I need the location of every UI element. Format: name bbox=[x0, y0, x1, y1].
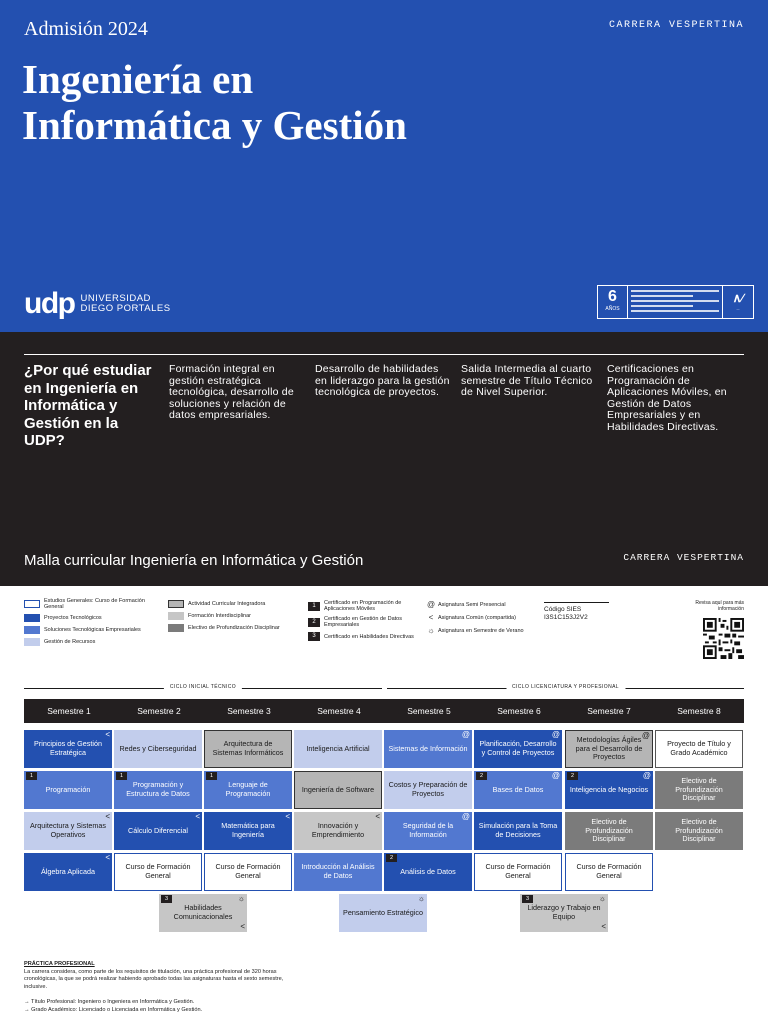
sun-icon: ☼ bbox=[427, 626, 435, 635]
course-card[interactable] bbox=[474, 853, 562, 891]
course-card[interactable] bbox=[294, 730, 382, 768]
course-label: Lenguaje de Programación bbox=[225, 780, 271, 798]
course-card[interactable] bbox=[159, 894, 247, 932]
practice-heading: PRÁCTICA PROFESIONAL bbox=[24, 961, 95, 967]
accreditation-years-number: 6 bbox=[608, 288, 617, 305]
at-icon: @ bbox=[551, 730, 560, 739]
course-card[interactable] bbox=[655, 771, 743, 809]
cycle-initial-label: CICLO INICIAL TÉCNICO bbox=[164, 684, 242, 690]
course-label: Seguridad de la Información bbox=[402, 821, 454, 839]
udp-logo-mark: udp bbox=[24, 287, 75, 320]
course-label: Electivo de Profundización Disciplinar bbox=[585, 817, 633, 844]
course-card[interactable] bbox=[294, 812, 382, 850]
curriculum-mode-tag: CARRERA VESPERTINA bbox=[623, 552, 744, 563]
semester-2: Semestre 2 bbox=[137, 706, 181, 716]
course-label: Inteligencia de Negocios bbox=[569, 784, 649, 794]
course-label: Liderazgo y Trabajo en Equipo bbox=[527, 903, 601, 921]
cert-number: 1 bbox=[308, 602, 320, 611]
course-label: Matemática para Ingeniería bbox=[221, 821, 275, 839]
legend-areas bbox=[24, 598, 164, 650]
course-card[interactable] bbox=[474, 771, 562, 809]
share-icon: < bbox=[195, 812, 200, 821]
legend-label: Proyectos Tecnológicos bbox=[44, 615, 102, 621]
course-label: Álgebra Aplicada bbox=[41, 866, 95, 876]
course-card[interactable] bbox=[384, 730, 472, 768]
cycle-initial bbox=[24, 684, 382, 692]
semester-6: Semestre 6 bbox=[497, 706, 541, 716]
practice-info bbox=[24, 961, 284, 1015]
semester-4: Semestre 4 bbox=[317, 706, 361, 716]
at-icon: @ bbox=[641, 731, 650, 740]
legend-certificates bbox=[308, 600, 418, 645]
course-card[interactable] bbox=[655, 812, 743, 850]
course-card[interactable] bbox=[114, 853, 202, 891]
semester-header bbox=[24, 699, 744, 723]
share-icon: < bbox=[428, 613, 434, 622]
udp-logo-line1: UNIVERSIDAD bbox=[80, 293, 151, 304]
cert-badge: 3 bbox=[522, 895, 533, 903]
legend-modalities bbox=[426, 600, 536, 639]
course-label: Redes y Ciberseguridad bbox=[119, 743, 197, 753]
course-label: Curso de Formación General bbox=[485, 862, 551, 880]
course-card[interactable] bbox=[204, 771, 292, 809]
course-label: Cálculo Diferencial bbox=[128, 825, 188, 835]
swatch-resources bbox=[24, 638, 40, 646]
course-card[interactable] bbox=[24, 730, 112, 768]
cert-badge: 3 bbox=[161, 895, 172, 903]
swatch-elective bbox=[168, 624, 184, 632]
why-point-4: Certificaciones en Programación de Aplicaciones Móviles, en Gestión de Datos Empresariales y en Habilidades Directivas. bbox=[607, 363, 727, 433]
curriculum-title: Malla curricular Ingeniería en Informática y Gestión bbox=[24, 552, 364, 569]
at-icon: @ bbox=[461, 812, 470, 821]
course-label: Análisis de Datos bbox=[400, 866, 456, 876]
course-label: Simulación para la Toma de Decisiones bbox=[478, 821, 558, 839]
share-icon: < bbox=[601, 922, 606, 931]
why-point-2: Desarrollo de habilidades en liderazgo para la gestión tecnológica de proyectos. bbox=[315, 363, 450, 398]
cert-number: 2 bbox=[308, 618, 320, 627]
course-card[interactable] bbox=[565, 730, 653, 768]
course-label: Programación y Estructura de Datos bbox=[126, 780, 190, 798]
udp-logo-line2: DIEGO PORTALES bbox=[80, 303, 171, 314]
course-card[interactable] bbox=[474, 730, 562, 768]
semester-1: Semestre 1 bbox=[47, 706, 91, 716]
why-point-3: Salida Intermedia al cuarto semestre de Título Técnico de Nivel Superior. bbox=[461, 363, 593, 398]
course-card[interactable] bbox=[114, 771, 202, 809]
course-label: Proyecto de Título y Grado Académico bbox=[667, 739, 731, 757]
cert-badge: 2 bbox=[386, 854, 397, 862]
legend-types bbox=[168, 600, 298, 636]
course-label: Curso de Formación General bbox=[576, 862, 642, 880]
cna-logo-icon: ∧∕ — bbox=[732, 291, 744, 311]
semester-5: Semestre 5 bbox=[407, 706, 451, 716]
course-card[interactable] bbox=[24, 771, 112, 809]
legend-label: Formación Interdisciplinar bbox=[188, 613, 251, 619]
semester-3: Semestre 3 bbox=[227, 706, 271, 716]
cert-badge: 2 bbox=[476, 772, 487, 780]
legend-label: Asignatura Común (compartida) bbox=[438, 614, 516, 621]
legend-label: Gestión de Recursos bbox=[44, 639, 96, 645]
cert-badge: 1 bbox=[26, 772, 37, 780]
legend-label: Certificado en Habilidades Directivas bbox=[324, 633, 414, 640]
course-label: Habilidades Comunicacionales bbox=[173, 903, 233, 921]
course-card[interactable] bbox=[204, 812, 292, 850]
course-label: Sistemas de Información bbox=[388, 743, 468, 753]
course-label: Ingeniería de Software bbox=[301, 784, 375, 794]
cycle-licenciatura-label: CICLO LICENCIATURA Y PROFESIONAL bbox=[506, 684, 625, 690]
why-point-1: Formación integral en gestión estratégica tecnológica, desarrollo de soluciones y relación de datos empresariales. bbox=[169, 363, 294, 421]
legend-label: Estudios Generales: Curso de Formación General bbox=[44, 598, 145, 610]
course-card[interactable] bbox=[384, 771, 472, 809]
course-card[interactable] bbox=[114, 812, 202, 850]
course-card[interactable] bbox=[24, 853, 112, 891]
course-card[interactable] bbox=[565, 812, 653, 850]
qr-caption: Revisa aquí para más información bbox=[695, 600, 744, 612]
qr-code-icon[interactable] bbox=[703, 618, 744, 659]
course-card[interactable] bbox=[474, 812, 562, 850]
course-card[interactable] bbox=[655, 730, 743, 768]
program-mode-tag: CARRERA VESPERTINA bbox=[608, 20, 744, 31]
udp-logo[interactable] bbox=[24, 289, 171, 319]
course-label: Electivo de Profundización Disciplinar bbox=[675, 817, 723, 844]
cert-badge: 1 bbox=[206, 772, 217, 780]
course-card[interactable] bbox=[384, 853, 472, 891]
semester-8: Semestre 8 bbox=[677, 706, 721, 716]
legend-label: Soluciones Tecnológicas Empresariales bbox=[44, 627, 141, 633]
share-icon: < bbox=[105, 853, 110, 862]
share-icon: < bbox=[105, 730, 110, 739]
course-label: Introducción al Análisis de Datos bbox=[301, 862, 375, 880]
program-title-line1: Ingeniería en bbox=[22, 56, 254, 102]
legend-label: Asignatura Semi Presencial bbox=[438, 601, 506, 608]
legend-label: Electivo de Profundización Disciplinar bbox=[188, 625, 280, 631]
program-title bbox=[22, 56, 582, 148]
course-card[interactable] bbox=[204, 730, 292, 768]
course-card[interactable] bbox=[24, 812, 112, 850]
sun-icon: ☼ bbox=[417, 894, 425, 903]
why-study-section bbox=[0, 332, 768, 586]
share-icon: < bbox=[105, 812, 110, 821]
at-icon: @ bbox=[551, 771, 560, 780]
hero-banner bbox=[0, 0, 768, 332]
swatch-interdisciplinary bbox=[168, 612, 184, 620]
why-heading: ¿Por qué estudiar en Ingeniería en Informática y Gestión en la UDP? bbox=[24, 362, 152, 449]
legend-label: Asignatura en Semestre de Verano bbox=[438, 627, 524, 634]
course-card[interactable] bbox=[114, 730, 202, 768]
divider bbox=[24, 354, 744, 355]
accreditation-text-icon bbox=[628, 286, 723, 318]
cycle-licenciatura bbox=[387, 684, 744, 692]
course-card[interactable] bbox=[520, 894, 608, 932]
course-label: Curso de Formación General bbox=[215, 862, 281, 880]
cert-number: 3 bbox=[308, 632, 320, 641]
swatch-solutions bbox=[24, 626, 40, 634]
at-icon: @ bbox=[426, 600, 436, 609]
accreditation-years-label: AÑOS bbox=[605, 306, 620, 312]
course-card[interactable] bbox=[565, 771, 653, 809]
degree-title: → Título Profesional: Ingeniero o Ingeniera en Informática y Gestión. bbox=[24, 999, 195, 1006]
sun-icon: ☼ bbox=[237, 894, 245, 903]
course-label: Arquitectura y Sistemas Operativos bbox=[30, 821, 106, 839]
legend-label: Actividad Curricular Integradora bbox=[188, 601, 266, 607]
at-icon: @ bbox=[461, 730, 470, 739]
course-label: Curso de Formación General bbox=[125, 862, 191, 880]
share-icon: < bbox=[375, 812, 380, 821]
at-icon: @ bbox=[642, 771, 651, 780]
degree-grado: → Grado Académico: Licenciado o Licenciada en Informática y Gestión. bbox=[24, 1006, 203, 1013]
program-title-line2: Informática y Gestión bbox=[22, 102, 407, 148]
course-label: Inteligencia Artificial bbox=[306, 743, 370, 753]
course-label: Metodologías Ágiles para el Desarrollo de Proyectos bbox=[575, 735, 643, 762]
course-label: Innovación y Emprendimiento bbox=[311, 821, 365, 839]
legend-label: Certificado en Programación de Aplicaciones Móviles bbox=[324, 600, 402, 612]
swatch-integrative bbox=[168, 600, 184, 608]
course-label: Principios de Gestión Estratégica bbox=[34, 739, 102, 757]
course-card[interactable] bbox=[294, 771, 382, 809]
cert-badge: 2 bbox=[567, 772, 578, 780]
course-card[interactable] bbox=[294, 853, 382, 891]
swatch-general bbox=[24, 600, 40, 608]
swatch-projects bbox=[24, 614, 40, 622]
course-label: Bases de Datos bbox=[492, 784, 544, 794]
admission-year: Admisión 2024 bbox=[24, 18, 148, 40]
cert-badge: 1 bbox=[116, 772, 127, 780]
course-card[interactable] bbox=[565, 853, 653, 891]
share-icon: < bbox=[240, 922, 245, 931]
sun-icon: ☼ bbox=[598, 894, 606, 903]
udp-logo-words bbox=[80, 294, 170, 314]
accreditation-years bbox=[598, 286, 628, 318]
accreditation-seal bbox=[597, 285, 754, 319]
practice-body: La carrera considera, como parte de los requisitos de titulación, una práctica profesional de 320 horas cronológicas, la que se podrá realizar habiendo aprobado todas las asignaturas hasta el sexto semestre, inclusive. bbox=[24, 968, 284, 990]
course-card[interactable] bbox=[384, 812, 472, 850]
course-label: Programación bbox=[45, 784, 91, 794]
share-icon: < bbox=[285, 812, 290, 821]
course-label: Arquitectura de Sistemas Informáticos bbox=[212, 739, 284, 757]
legend-label: Certificado en Gestión de Datos Empresariales bbox=[324, 616, 402, 628]
course-label: Costos y Preparación de Proyectos bbox=[388, 780, 468, 798]
course-card[interactable] bbox=[204, 853, 292, 891]
course-label: Planificación, Desarrollo y Control de Proyectos bbox=[479, 739, 557, 757]
semester-7: Semestre 7 bbox=[587, 706, 631, 716]
course-label: Electivo de Profundización Disciplinar bbox=[675, 776, 723, 803]
sies-code: Código SIES I3S1C153J2V2 bbox=[544, 602, 609, 621]
course-card[interactable] bbox=[339, 894, 427, 932]
course-label: Pensamiento Estratégico bbox=[343, 907, 423, 917]
